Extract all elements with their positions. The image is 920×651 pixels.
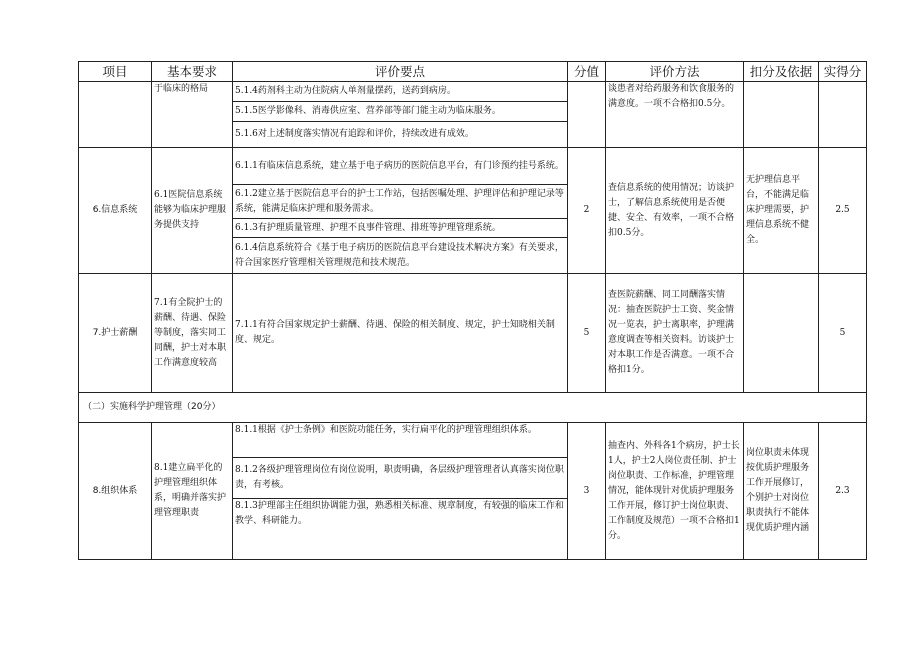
header-score: 分值 — [568, 62, 606, 82]
evaluation-method-cell: 查医院薪酬、同工同酬落实情况：抽查医院护士工资、奖金情况一览表，护士离职率，护理满意度调查等相关资料。访谈护士对本职工作是否满意。一项不合格扣1分。 — [606, 274, 744, 393]
evaluation-point-cell: 7.1.1有符合国家规定护士薪酬、待遇、保险的相关制度、规定，护士知晓相关制度、规定。 — [233, 274, 568, 393]
actual-score-cell — [819, 82, 867, 148]
table-row — [79, 82, 867, 102]
project-cell: 6.信息系统 — [79, 148, 152, 274]
evaluation-point-cell: 8.1.1根据《护士条例》和医院功能任务，实行扁平化的护理管理组织体系。 — [233, 423, 568, 458]
evaluation-table — [78, 61, 867, 560]
deduction-cell: 岗位职责未体现按优质护理服务工作开展修订，个别护士对岗位职责执行不能体现优质护理内涵 — [744, 423, 819, 560]
score-cell — [568, 82, 606, 148]
evaluation-point-cell: 6.1.1有临床信息系统，建立基于电子病历的医院信息平台，有门诊预约挂号系统。 — [233, 148, 568, 185]
header-actual-score: 实得分 — [819, 62, 867, 82]
header-evaluation-points: 评价要点 — [233, 62, 568, 82]
project-cell: 7.护士薪酬 — [79, 274, 152, 393]
section-title: （二）实施科学护理管理（20分） — [79, 393, 867, 423]
evaluation-point-cell: 5.1.4药剂科主动为住院病人单剂量摆药，送药到病房。 — [233, 82, 568, 102]
basic-requirement-cell: 6.1医院信息系统能够为临床护理服务提供支持 — [152, 148, 233, 274]
score-cell: 5 — [568, 274, 606, 393]
evaluation-method-cell: 抽查内、外科各1个病房，护士长1人，护士2人岗位责任制、护士岗位职责、工作标准，护理管理情况，能体现针对优质护理服务工作开展，修订护士岗位职责、工作制度及规范）一项不合格扣1分。 — [606, 423, 744, 560]
evaluation-method-cell: 谈患者对给药服务和饮食服务的满意度。一项不合格扣0.5分。 — [606, 82, 744, 148]
table-header-row — [79, 62, 867, 82]
evaluation-method-cell: 查信息系统的使用情况；访谈护士，了解信息系统使用是否便捷、安全、有效率，一项不合格扣0.5分。 — [606, 148, 744, 274]
deduction-cell — [744, 82, 819, 148]
header-deduction-basis: 扣分及依据 — [744, 62, 819, 82]
actual-score-cell: 2.5 — [819, 148, 867, 274]
actual-score-cell: 5 — [819, 274, 867, 393]
basic-requirement-cell: 7.1有全院护士的薪酬、待遇、保险等制度，落实同工同酬，护士对本职工作满意度较高 — [152, 274, 233, 393]
deduction-cell — [744, 274, 819, 393]
table-row — [79, 148, 867, 185]
actual-score-cell: 2.3 — [819, 423, 867, 560]
table-row — [79, 423, 867, 458]
header-project: 项目 — [79, 62, 152, 82]
evaluation-point-cell: 5.1.6对上述制度落实情况有追踪和评价，持续改进有成效。 — [233, 122, 568, 148]
header-evaluation-method: 评价方法 — [606, 62, 744, 82]
basic-requirement-cell: 8.1建立扁平化的护理管理组织体系，明确并落实护理管理职责 — [152, 423, 233, 560]
project-cell — [79, 82, 152, 148]
evaluation-point-cell: 8.1.2各级护理管理岗位有岗位说明，职责明确，各层级护理管理者认真落实岗位职责，有考核。 — [233, 458, 568, 499]
evaluation-point-cell: 6.1.3有护理质量管理、护理不良事件管理、排班等护理管理系统。 — [233, 219, 568, 238]
score-cell: 2 — [568, 148, 606, 274]
section-row — [79, 393, 867, 423]
score-cell: 3 — [568, 423, 606, 560]
table-row — [79, 274, 867, 393]
basic-requirement-cell: 于临床的格局 — [152, 82, 233, 148]
deduction-cell: 无护理信息平台，不能满足临床护理需要，护理信息系统不健全。 — [744, 148, 819, 274]
evaluation-point-cell: 6.1.4信息系统符合《基于电子病历的医院信息平台建设技术解决方案》有关要求，符合国家医疗管理相关管理规范和技术规范。 — [233, 238, 568, 274]
evaluation-point-cell: 6.1.2建立基于医院信息平台的护士工作站，包括医嘱处理、护理评估和护理记录等系统，能满足临床护理和服务需求。 — [233, 185, 568, 219]
project-cell: 8.组织体系 — [79, 423, 152, 560]
evaluation-point-cell: 5.1.5医学影像科、消毒供应室、营养部等部门能主动为临床服务。 — [233, 102, 568, 122]
header-basic-requirements: 基本要求 — [152, 62, 233, 82]
evaluation-point-cell: 8.1.3护理部主任组织协调能力强，熟悉相关标准、规章制度，有较强的临床工作和教学、科研能力。 — [233, 499, 568, 560]
